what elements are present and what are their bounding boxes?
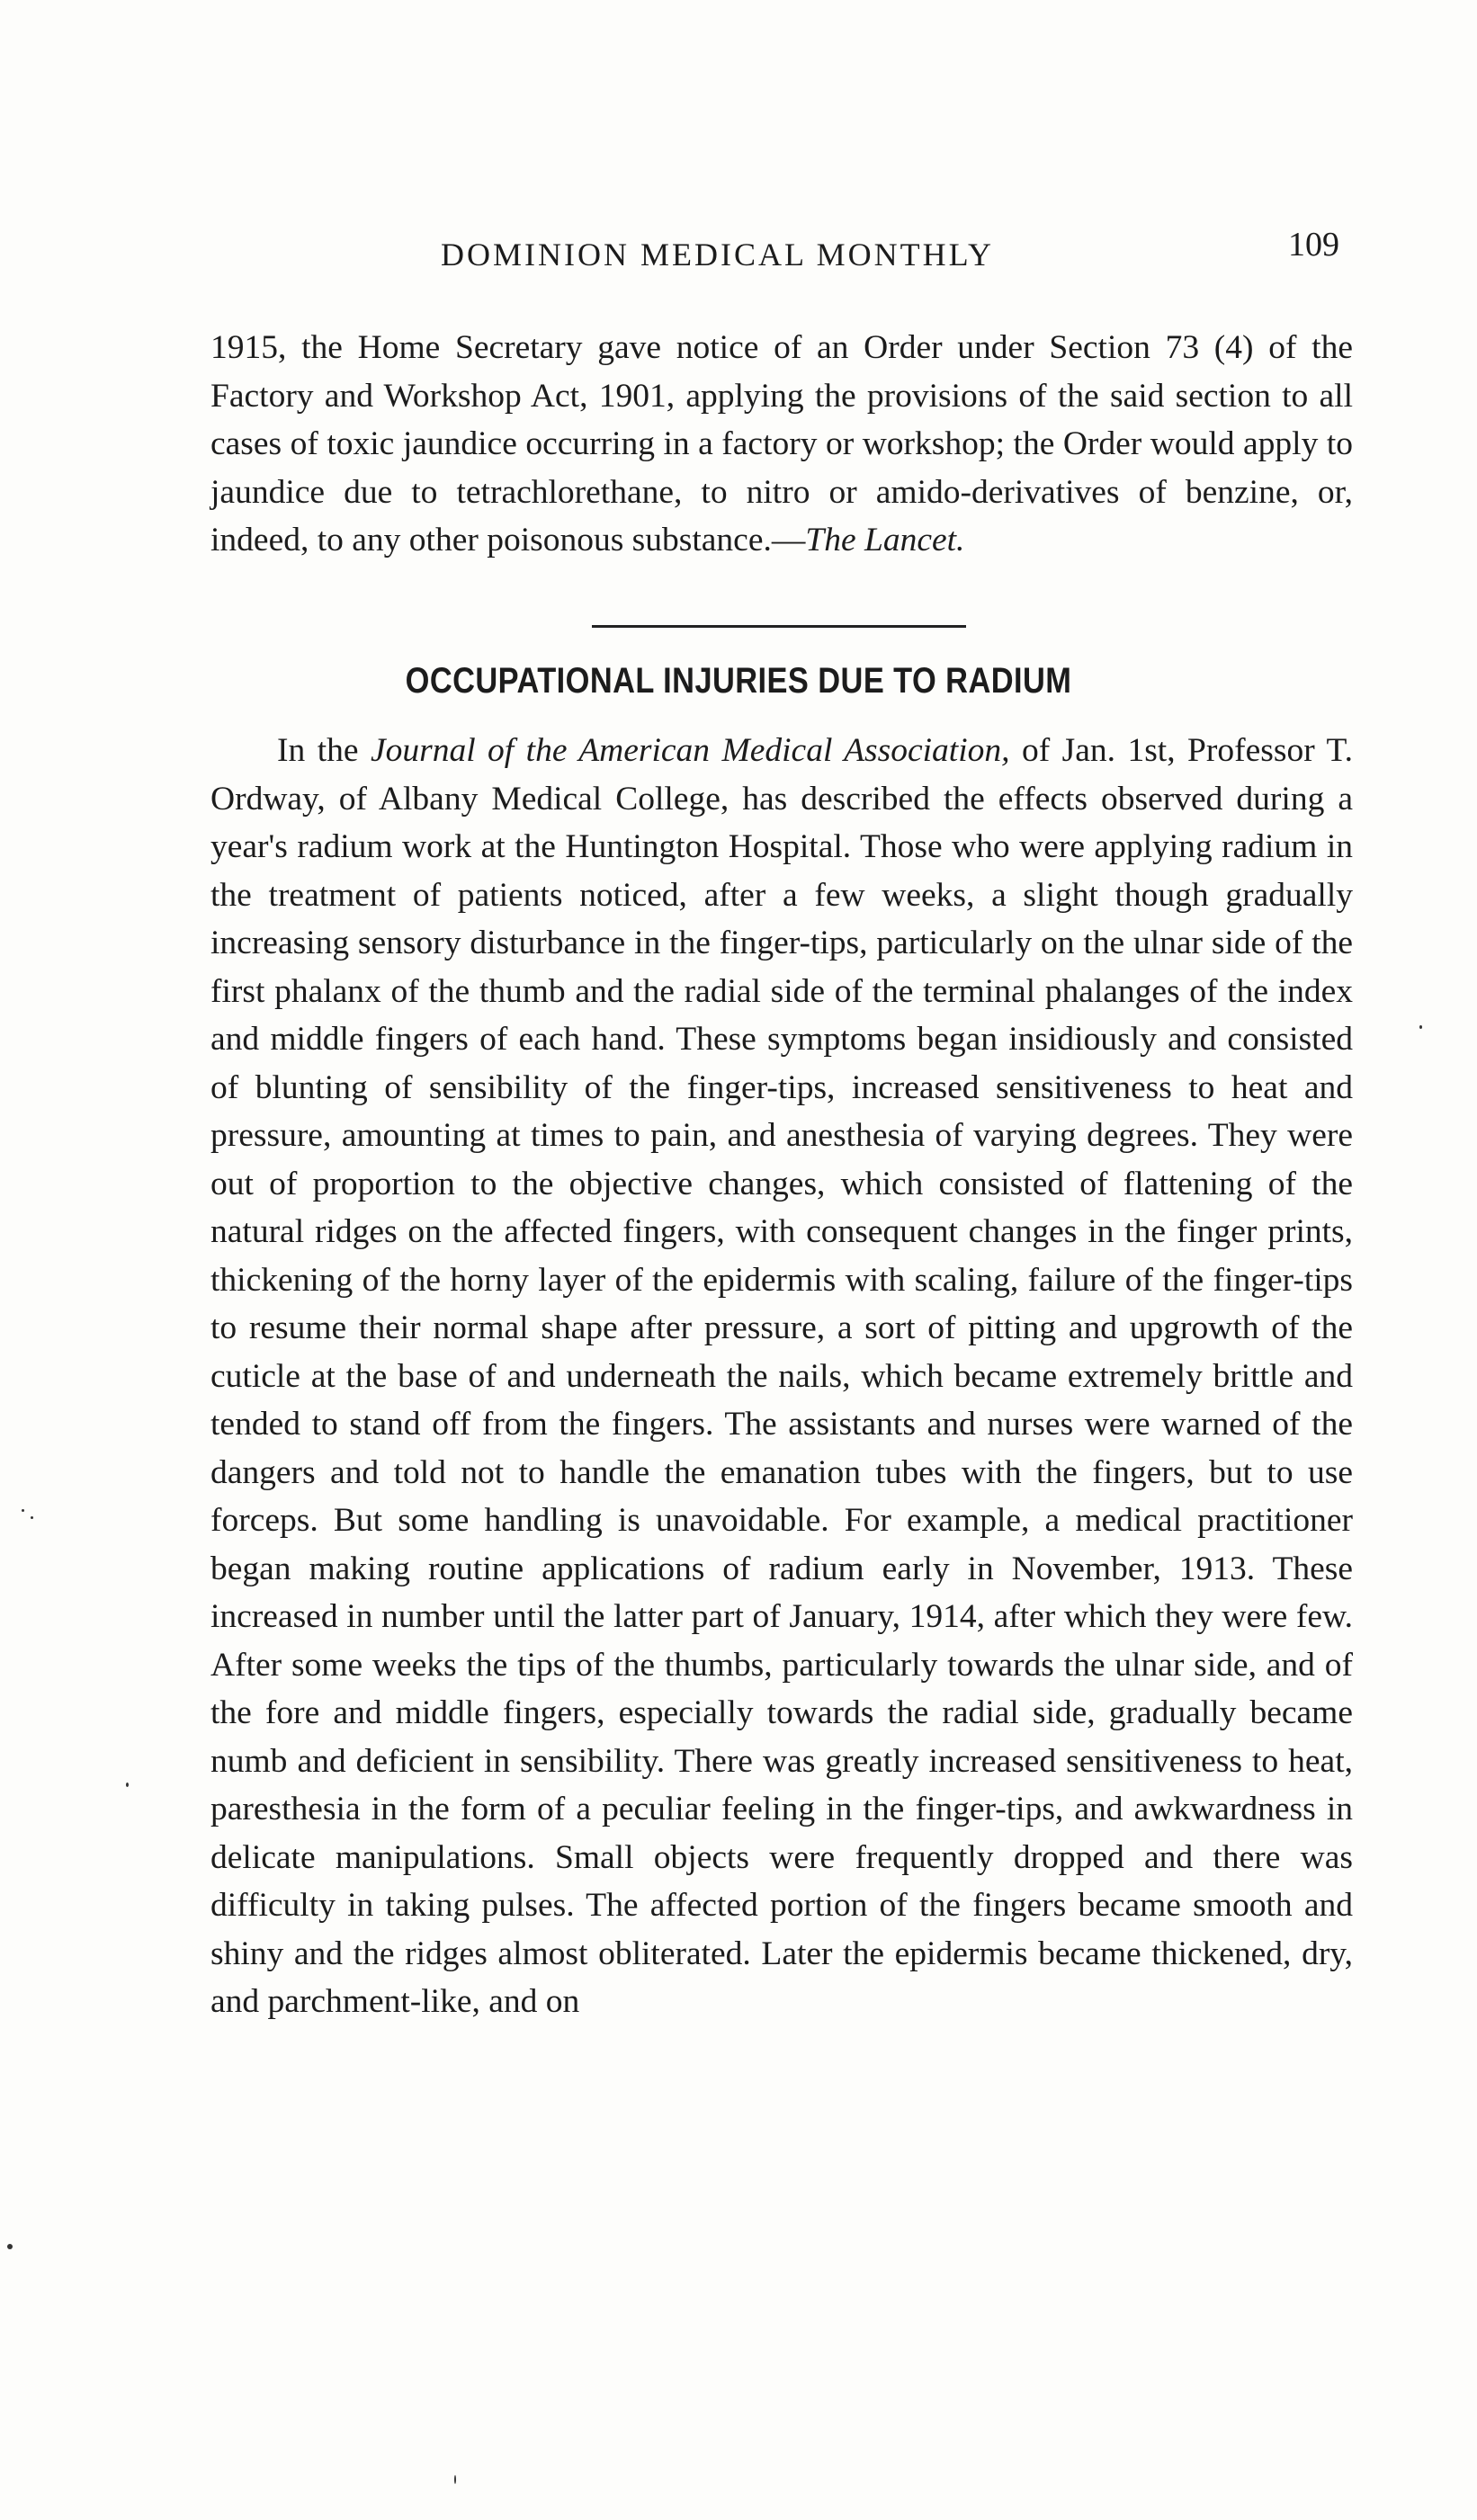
running-title: DOMINION MEDICAL MONTHLY [441, 237, 995, 273]
article-lead-in: In the [277, 732, 371, 769]
scan-speck [22, 1509, 24, 1512]
page-number: 109 [1288, 226, 1339, 264]
source-citation: The Lancet. [805, 522, 965, 559]
scan-speck [7, 2244, 13, 2249]
section-divider-rule [592, 625, 966, 628]
scan-speck [126, 1783, 129, 1787]
scan-speck [454, 2475, 456, 2484]
article-title: OCCUPATIONAL INJURIES DUE TO RADIUM [405, 661, 1072, 701]
scan-speck [1419, 1025, 1422, 1029]
continued-paragraph [210, 324, 1353, 565]
article-paragraph [210, 727, 1353, 2026]
journal-name: Journal of the American Medical Association, [370, 732, 1010, 769]
scan-speck [31, 1516, 33, 1519]
article-body-text: of Jan. 1st, Professor T. Ordway, of Albany Medical College, has described the effects observed during a year's radium work at the Huntington Hospital. Those who were applying radium in the treatment of patients noticed, after a few weeks, a slight though gradually increasing sensory disturbance in the finger-tips, particularly on the ulnar side of the first phalanx of the thumb and the radial side of the terminal phalanges of the index and middle fingers of each hand. These symptoms began insidiously and consisted of blunting of sensibility of the finger-tips, increased sensitiveness to heat and pressure, amounting at times to pain, and anesthesia of varying degrees. They were out of proportion to the objective changes, which consisted of flattening of the natural ridges on the affected fingers, with consequent changes in the finger prints, thickening of the horny layer of the epidermis with scaling, failure of the finger-tips to resume their normal shape after pressure, a sort of pitting and upgrowth of the cuticle at the base of and underneath the nails, which became extremely brittle and tended to stand off from the fingers. The assistants and nurses were warned of the dangers and told not to handle the emanation tubes with the fingers, but to use forceps. But some handling is unavoidable. For example, a medical practitioner began making routine applications of radium early in November, 1913. These increased in number until the latter part of January, 1914, after which they were few. After some weeks the tips of the thumbs, particularly towards the ulnar side, and of the fore and middle fingers, especially towards the radial side, gradually became numb and deficient in sensibility. There was greatly increased sensitiveness to heat, paresthesia in the form of a peculiar feeling in the finger-tips, and awkwardness in delicate manipulations. Small objects were frequently dropped and there was difficulty in taking pulses. The affected portion of the fingers became smooth and shiny and the ridges almost obliterated. Later the epidermis became thickened, dry, and parchment-like, and on [210, 732, 1353, 2020]
continued-paragraph-text: 1915, the Home Secretary gave notice of an Order under Section 73 (4) of the Factory and Workshop Act, 1901, applying the provisions of the said section to all cases of toxic jaundice occurring in a factory or workshop; the Order would apply to jaundice due to tetrachlorethane, to nitro or amido-derivatives of benzine, or, indeed, to any other poisonous substance.— [210, 329, 1353, 559]
